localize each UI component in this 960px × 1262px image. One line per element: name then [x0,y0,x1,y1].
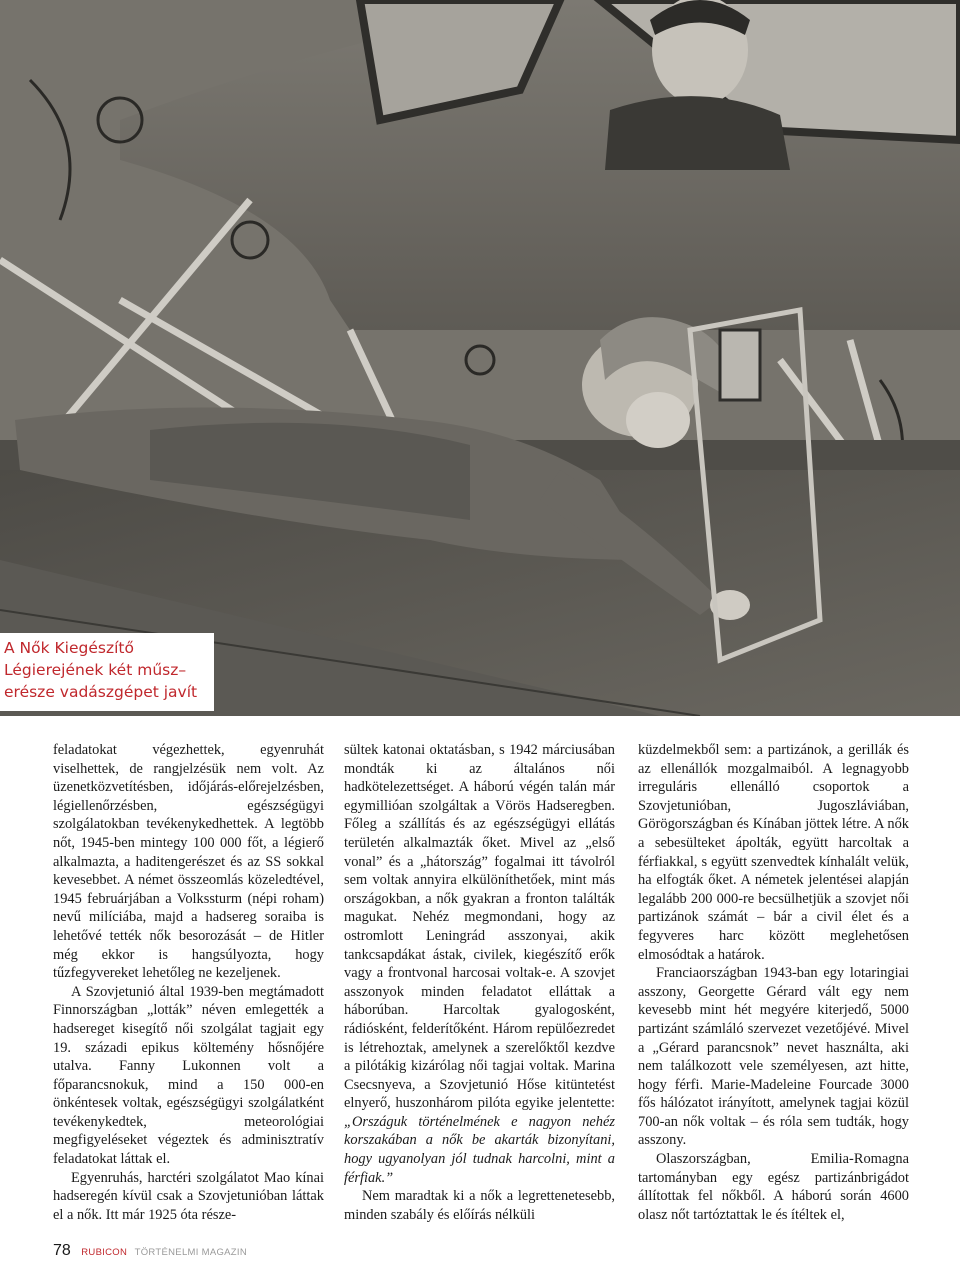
caption-line-3: erésze vadászgépet javít [4,683,198,701]
photo-caption [0,633,214,711]
magazine-subtitle: TÖRTÉNELMI MAGAZIN [134,1247,247,1258]
page-footer [53,1242,247,1260]
col1-paragraph-1: feladatokat végezhettek, egyenruhát viselhettek, de rangjelzésük nem volt. Az üzenetközvetítésben, időjárás-előrejelzésben, légiellenőrzésben, egészségügyi szolgálatokban tevékenykedhettek. A legtöbb nőt, 1945-ben mintegy 100 000 főt, a légierő alkalmazta, a haditengerészet és az SS sokkal kevesebbet. A német összeomlás közeledtével, 1945 februárjában a Volkssturm (népi roham) nevű milíciába, majd a hadsereg soraiba is lehetővé tették nők besorozását – de Hitler még ekkor is hangsúlyozta, hogy tűzfegyvereket lehetőleg ne kezeljenek. [53,742,324,982]
caption-line-2: Légierejének két műsz– [4,661,187,679]
caption-line-1: A Nők Kiegészítő [4,639,134,657]
text-column-1 [53,741,324,1224]
col3-paragraph-3: Olaszországban, Emilia-Romagna tartományban egy egész partizánbrigádot állítottak fel nőkből. A háború során 4600 olasz nőt tartóztattak le és ítéltek el, [638,1151,909,1223]
col2-paragraph-2: Nem maradtak ki a nők a legrettenetesebb, minden szabály és előírás nélküli [344,1188,615,1223]
col2-paragraph-1-text: sültek katonai oktatásban, s 1942 márciusában mondták ki az általános női hadkötelezettséget. A háború végén talán már egymillióan szolgáltak a Vörös Hadseregben. Főleg a szállítás és az egészségügyi ellátás területén alkalmazták őket. Mivel az „első vonal” és a „hátország” fogalmai itt távolról sem voltak annyira elkülöníthetőek, mint más országokban, a nők gyakran a fronton találták magukat. Nehéz megmondani, hogy az ostromlott Leningrád asszonyai, akik tankcsapdákat ástak, civilek, kiegészítő erők vagy a frontvonal harcosai voltak-e. A szovjet asszonyok minden feladatot elláttak a háborúban. Harcoltak gyalogosként, rádiósként, felderítőként. Három repülőezredet is létrehoztak, amelynek a szerelőktől kezdve a pilótákig kizárólag női tagjai voltak. Marina Csecsnyeva, a Szovjetunió Hőse kitüntetést elnyerő, huszonhárom pilóta egyike jelentette: [344,742,615,1112]
col1-paragraph-2: A Szovjetunió által 1939-ben megtámadott Finnországban „lották” néven emlegették a hadsereget kisegítő női szolgálat tagjait egy 19. századi epikus költemény hősnőjére utalva. Fanny Lukonnen volt a főparancsnokuk, mind a 150 000-en önkéntesek voltak, egészségügyi szolgálatként tevékenykedtek, meteorológiai megfigyeléseket végeztek és adminisztratív feladatokat láttak el. [53,983,324,1168]
col2-quote: „Országuk történelmének e nagyon nehéz korszakában a nők be akarták bizonyítani, hogy ugyanolyan jól tudnak harcolni, mint a férfiak.” [344,1113,615,1186]
col2-paragraph-1 [344,741,615,1187]
col3-paragraph-1: küzdelmekből sem: a partizánok, a gerillák és az ellenállók mozgalmaiból. A legnagyobb irreguláris ellenálló csoportok a Szovjetunióban, Jugoszláviában, Görögországban és Kínában jöttek létre. A nők a sebesülteket ápolták, együtt harcoltak a férfiakkal, s együtt szenvedtek kínhalált velük, ha elfogták őket. A németek jelentései alapján legalább 200 000-re becsülhetjük a szovjet női partizánok számát – bár a civil élet és a fegyveres harc között meglehetősen elmosódtak a határok. [638,742,909,963]
text-column-2 [344,741,615,1224]
col1-paragraph-3: Egyenruhás, harctéri szolgálatot Mao kínai hadseregén kívül csak a Szovjetunióban láttak el a nők. Itt már 1925 óta része- [53,1169,324,1223]
text-column-3 [638,741,909,1224]
page-number: 78 [53,1242,71,1259]
magazine-name: RUBICON [81,1247,128,1258]
col3-paragraph-2: Franciaországban 1943-ban egy lotaringiai asszony, Georgette Gérard vált egy nem kevesebb mint hét megyére kiterjedő, 5000 partizánt számláló szervezet vezetőjévé. Mivel a „Gérard parancsnok” nevet használta, aki nem találkozott vele személyesen, azt hitte, hogy férfi. Marie-Madeleine Fourcade 3000 fős hálózatot irányított, amelynek tagjai közül 700-an nők voltak – és róla sem tudták, hogy asszony. [638,965,909,1149]
